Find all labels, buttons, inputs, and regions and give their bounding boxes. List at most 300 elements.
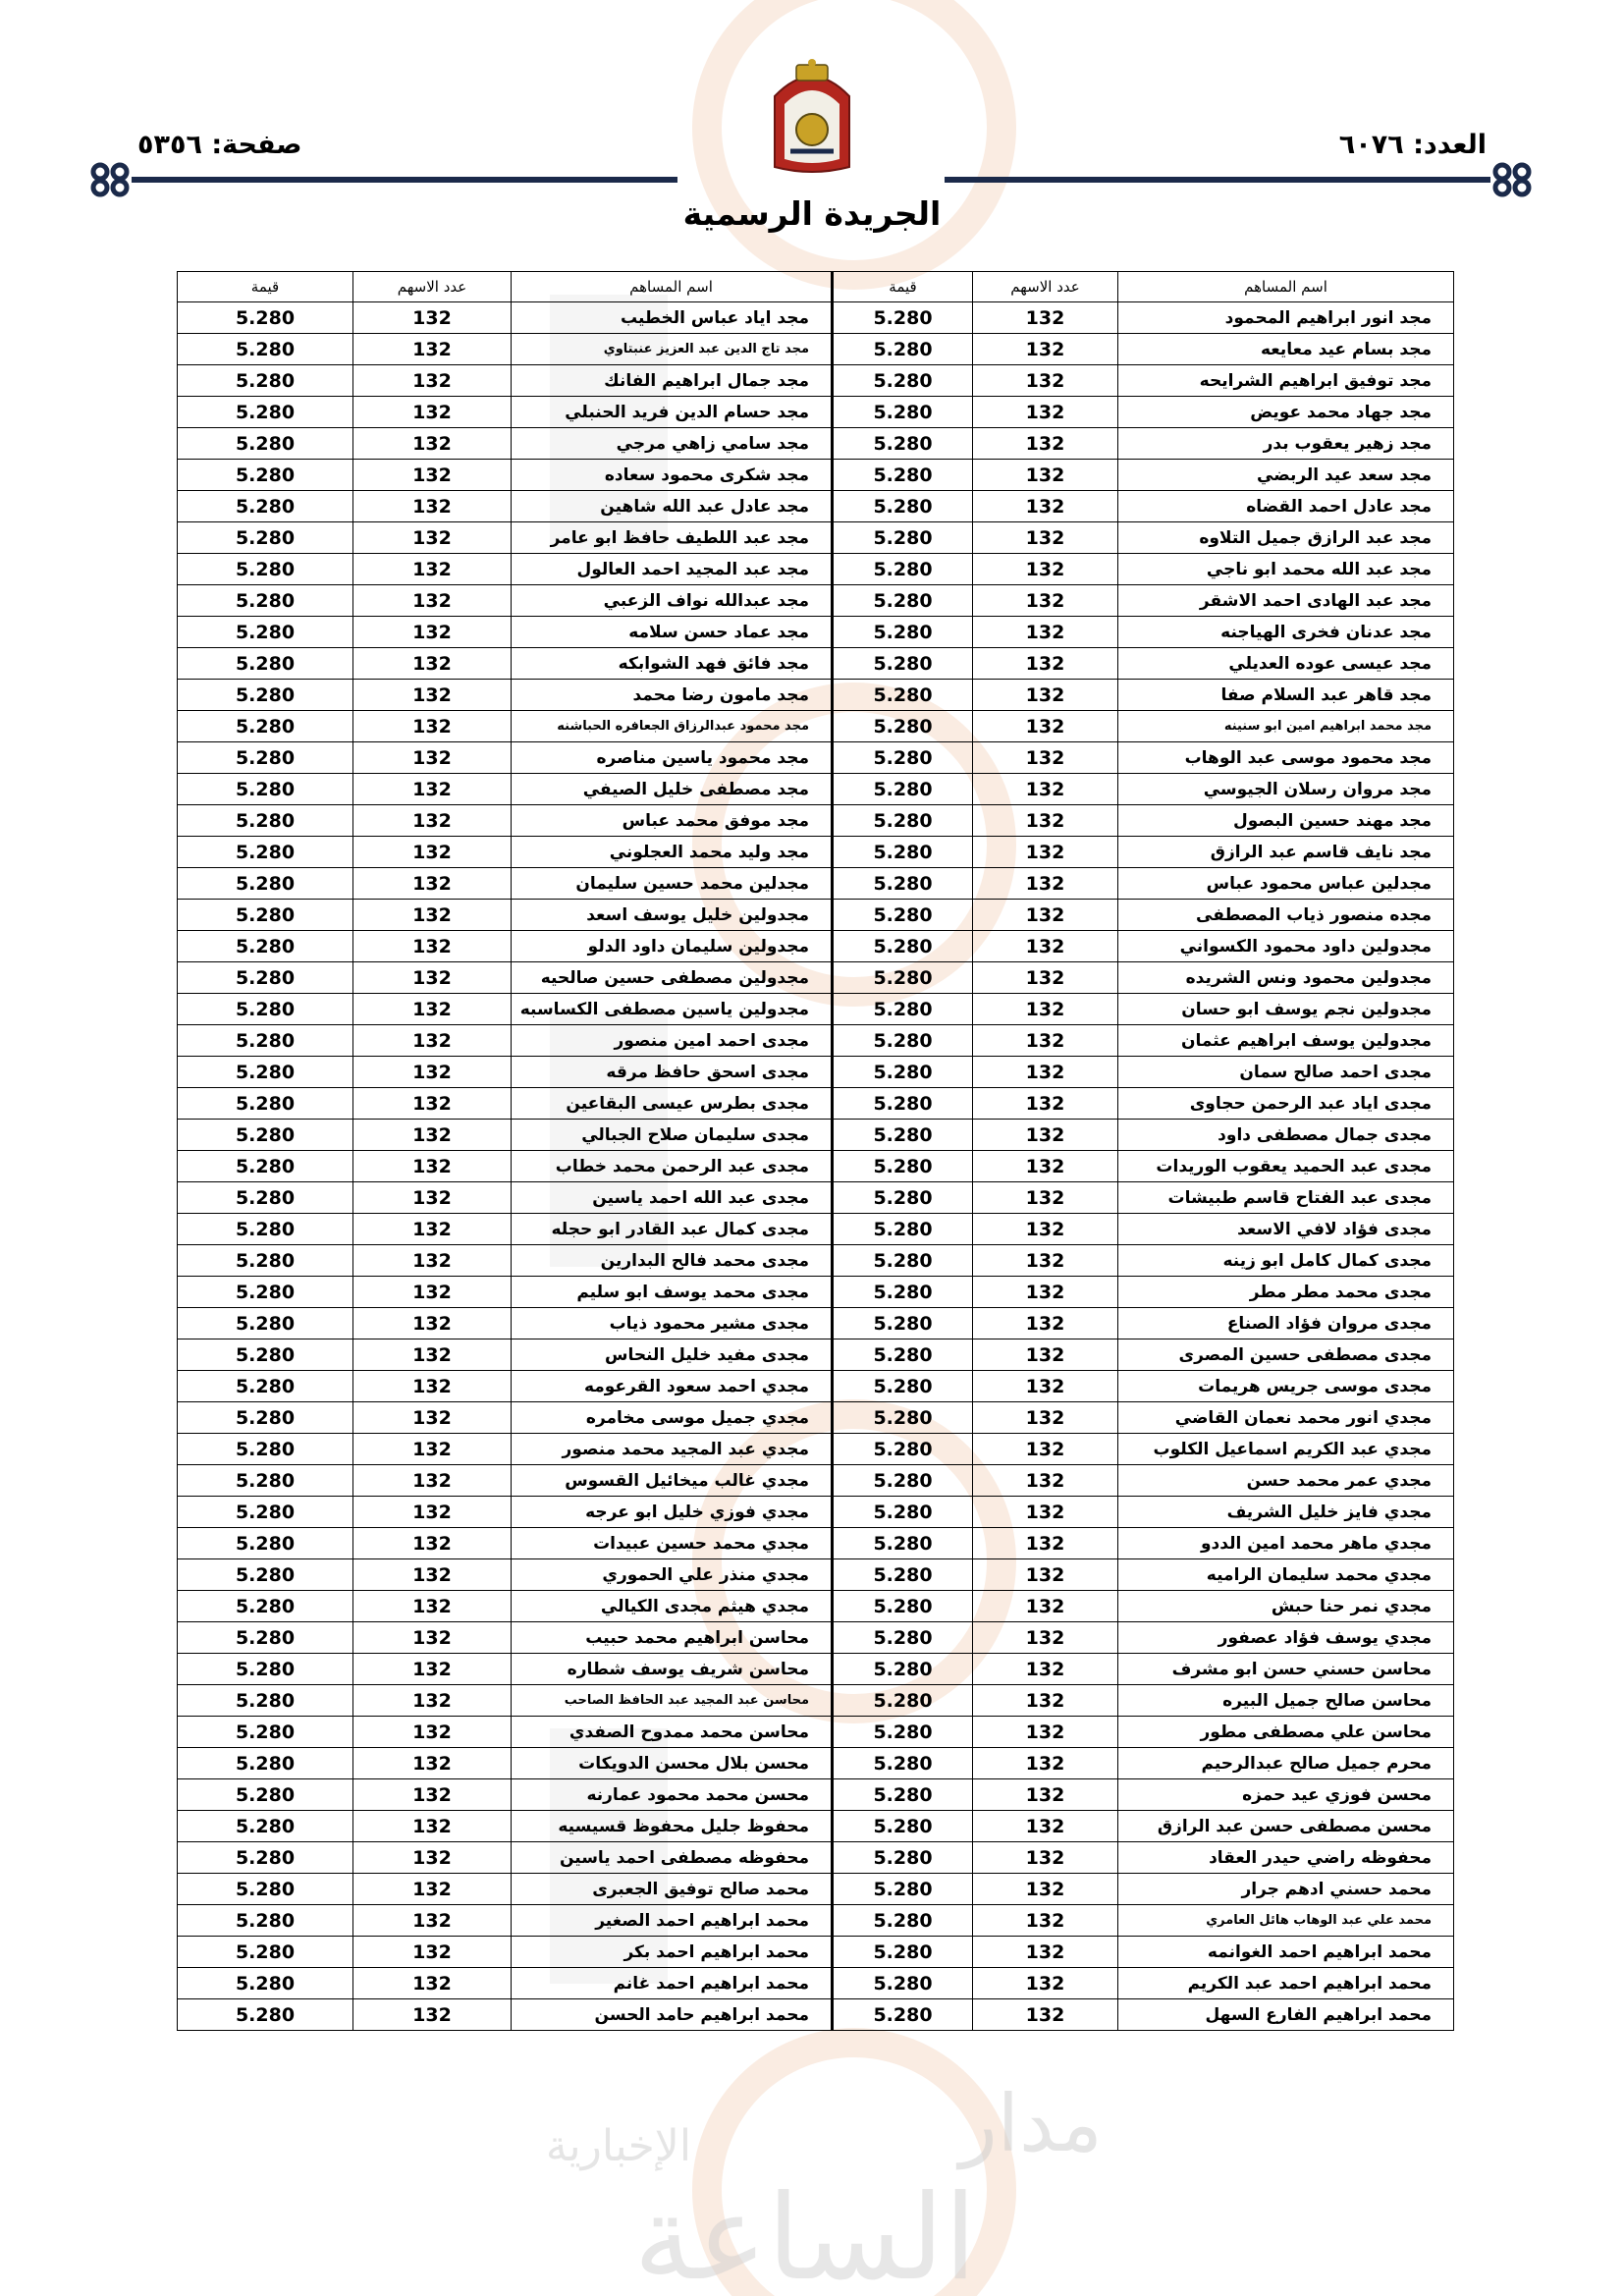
cell-shares: 132 [353, 302, 512, 334]
cell-name: مجدلين محمد حسين سليمان [512, 868, 833, 900]
cell-name: مجد مصطفى خليل الصيفي [512, 774, 833, 805]
cell-value: 5.280 [833, 1748, 973, 1779]
cell-name: مجدى اياد عبد الرحمن حجاوى [1118, 1088, 1454, 1120]
cell-value: 5.280 [833, 1245, 973, 1277]
cell-name: مجدي محمد حسين عبيدات [512, 1528, 833, 1559]
cell-name: مجدي هيثم مجدى الكيالي [512, 1591, 833, 1622]
cell-value: 5.280 [178, 1748, 353, 1779]
header-value: قيمة [178, 272, 353, 302]
header-rule-right [945, 177, 1490, 183]
cell-shares: 132 [973, 1685, 1118, 1717]
cell-shares: 132 [353, 1402, 512, 1434]
cell-shares: 132 [973, 491, 1118, 522]
cell-shares: 132 [353, 1968, 512, 1999]
cell-name: محمد ابراهيم الفارع السهل [1118, 1999, 1454, 2031]
cell-name: مجد انور ابراهيم المحمود [1118, 302, 1454, 334]
cell-name: مجد عبد المجيد احمد العالول [512, 554, 833, 585]
cell-value: 5.280 [833, 711, 973, 742]
cell-shares: 132 [353, 994, 512, 1025]
table-row [178, 1120, 1454, 1151]
page-number: صفحة: ٥٣٥٦ [137, 130, 302, 160]
cell-name: مجد عبد الهادى احمد الاشقر [1118, 585, 1454, 617]
cell-value: 5.280 [178, 1182, 353, 1214]
cell-value: 5.280 [833, 1120, 973, 1151]
cell-shares: 132 [973, 774, 1118, 805]
cell-value: 5.280 [833, 1842, 973, 1874]
cell-name: مجد محمود عبدالرزاق الجعافره الحباشنه [512, 711, 833, 742]
cell-shares: 132 [353, 1874, 512, 1905]
cell-value: 5.280 [178, 302, 353, 334]
cell-value: 5.280 [178, 460, 353, 491]
cell-value: 5.280 [833, 1622, 973, 1654]
cell-shares: 132 [973, 334, 1118, 365]
cell-value: 5.280 [833, 900, 973, 931]
cell-value: 5.280 [178, 1402, 353, 1434]
cell-name: مجد مروان رسلان الجيوسي [1118, 774, 1454, 805]
cell-value: 5.280 [833, 1717, 973, 1748]
cell-value: 5.280 [178, 1811, 353, 1842]
cell-value: 5.280 [178, 1622, 353, 1654]
cell-shares: 132 [973, 365, 1118, 397]
cell-shares: 132 [973, 1999, 1118, 2031]
header-value: قيمة [833, 272, 973, 302]
table-row [178, 1277, 1454, 1308]
cell-value: 5.280 [833, 868, 973, 900]
cell-name: مجد جمال ابراهيم الفانك [512, 365, 833, 397]
table-row [178, 1465, 1454, 1497]
ornament-knot-left-icon [88, 160, 132, 199]
cell-shares: 132 [353, 491, 512, 522]
cell-value: 5.280 [178, 428, 353, 460]
cell-name: مجد عادل احمد القضاه [1118, 491, 1454, 522]
cell-value: 5.280 [178, 1308, 353, 1339]
shareholders-table [177, 271, 1454, 2031]
table-row [178, 900, 1454, 931]
cell-shares: 132 [353, 554, 512, 585]
cell-value: 5.280 [178, 1245, 353, 1277]
cell-shares: 132 [973, 302, 1118, 334]
issue-number: العدد: ٦٠٧٦ [1338, 130, 1487, 160]
cell-value: 5.280 [833, 1465, 973, 1497]
cell-value: 5.280 [833, 554, 973, 585]
cell-name: مجدولين ياسين مصطفى الكساسبه [512, 994, 833, 1025]
cell-shares: 132 [353, 1214, 512, 1245]
cell-shares: 132 [353, 522, 512, 554]
cell-shares: 132 [353, 868, 512, 900]
cell-value: 5.280 [833, 1434, 973, 1465]
cell-value: 5.280 [833, 1999, 973, 2031]
cell-shares: 132 [353, 1842, 512, 1874]
cell-name: مجد توفيق ابراهيم الشرايحه [1118, 365, 1454, 397]
cell-shares: 132 [353, 1245, 512, 1277]
cell-shares: 132 [353, 1999, 512, 2031]
cell-name: محاسن علي مصطفى مطور [1118, 1717, 1454, 1748]
cell-name: محمد علي عبد الوهاب هائل العامري [1118, 1905, 1454, 1937]
table-row [178, 1905, 1454, 1937]
cell-name: مجدولين خليل يوسف اسعد [512, 900, 833, 931]
cell-shares: 132 [973, 1905, 1118, 1937]
cell-name: مجدي انور محمد نعمان القاضي [1118, 1402, 1454, 1434]
cell-value: 5.280 [833, 1277, 973, 1308]
cell-value: 5.280 [833, 585, 973, 617]
table-row [178, 1025, 1454, 1057]
cell-shares: 132 [353, 1685, 512, 1717]
cell-shares: 132 [353, 774, 512, 805]
cell-value: 5.280 [833, 491, 973, 522]
table-row [178, 1182, 1454, 1214]
table-row [178, 1591, 1454, 1622]
cell-shares: 132 [353, 1434, 512, 1465]
cell-name: محمد صالح توفيق الجعبرى [512, 1874, 833, 1905]
cell-name: مجد عبد اللطيف حافظ ابو عامر [512, 522, 833, 554]
cell-shares: 132 [973, 554, 1118, 585]
cell-value: 5.280 [178, 1151, 353, 1182]
table-row [178, 334, 1454, 365]
table-row [178, 617, 1454, 648]
table-row [178, 491, 1454, 522]
cell-value: 5.280 [833, 1591, 973, 1622]
cell-value: 5.280 [833, 1214, 973, 1245]
cell-name: مجدى محمد يوسف ابو سليم [512, 1277, 833, 1308]
cell-name: محمد ابراهيم احمد بكر [512, 1937, 833, 1968]
cell-value: 5.280 [178, 1025, 353, 1057]
table-row [178, 1999, 1454, 2031]
cell-name: محرم جميل صالح عبدالرحيم [1118, 1748, 1454, 1779]
cell-shares: 132 [973, 522, 1118, 554]
cell-name: مجد جهاد محمد عويض [1118, 397, 1454, 428]
table-row [178, 1779, 1454, 1811]
cell-name: مجد عماد حسن سلامه [512, 617, 833, 648]
cell-value: 5.280 [833, 837, 973, 868]
cell-value: 5.280 [178, 1057, 353, 1088]
cell-name: مجدولين محمود ونس الشريده [1118, 962, 1454, 994]
table-row [178, 1717, 1454, 1748]
cell-value: 5.280 [833, 1559, 973, 1591]
cell-value: 5.280 [833, 1339, 973, 1371]
cell-shares: 132 [973, 1654, 1118, 1685]
table-row [178, 1937, 1454, 1968]
cell-value: 5.280 [178, 1999, 353, 2031]
cell-name: مجدلين عباس محمود عباس [1118, 868, 1454, 900]
cell-value: 5.280 [178, 1937, 353, 1968]
cell-value: 5.280 [178, 774, 353, 805]
table-row [178, 1151, 1454, 1182]
cell-shares: 132 [973, 1214, 1118, 1245]
cell-shares: 132 [353, 617, 512, 648]
cell-name: محفوظه مصطفى احمد ياسين [512, 1842, 833, 1874]
cell-name: مجد مامون رضا محمد [512, 680, 833, 711]
watermark-sub: الساعة [633, 2170, 977, 2296]
table-row [178, 1811, 1454, 1842]
cell-name: مجدي محمد سليمان الراميه [1118, 1559, 1454, 1591]
cell-shares: 132 [973, 1717, 1118, 1748]
cell-shares: 132 [973, 1559, 1118, 1591]
cell-value: 5.280 [833, 1057, 973, 1088]
cell-value: 5.280 [833, 1182, 973, 1214]
table-row [178, 680, 1454, 711]
cell-value: 5.280 [178, 522, 353, 554]
cell-shares: 132 [353, 1277, 512, 1308]
cell-name: مجدي غالب ميخائيل القسوس [512, 1465, 833, 1497]
cell-name: مجد قاهر عبد السلام صفا [1118, 680, 1454, 711]
cell-name: مجدى كمال كامل ابو زينه [1118, 1245, 1454, 1277]
cell-value: 5.280 [833, 365, 973, 397]
ornament-knot-right-icon [1490, 160, 1534, 199]
cell-shares: 132 [973, 1497, 1118, 1528]
cell-shares: 132 [973, 1622, 1118, 1654]
cell-value: 5.280 [178, 868, 353, 900]
cell-name: مجد عيسى عوده العديلي [1118, 648, 1454, 680]
cell-shares: 132 [353, 1339, 512, 1371]
cell-name: مجدى مشير محمود ذياب [512, 1308, 833, 1339]
cell-value: 5.280 [833, 1402, 973, 1434]
cell-shares: 132 [353, 1151, 512, 1182]
cell-shares: 132 [353, 742, 512, 774]
cell-name: مجد حسام الدين فريد الحنبلي [512, 397, 833, 428]
cell-shares: 132 [353, 1025, 512, 1057]
cell-shares: 132 [973, 1339, 1118, 1371]
cell-shares: 132 [973, 868, 1118, 900]
cell-shares: 132 [973, 648, 1118, 680]
cell-shares: 132 [353, 1654, 512, 1685]
cell-value: 5.280 [178, 585, 353, 617]
cell-name: محمد ابراهيم احمد غانم [512, 1968, 833, 1999]
cell-shares: 132 [973, 1811, 1118, 1842]
cell-value: 5.280 [178, 931, 353, 962]
cell-value: 5.280 [833, 302, 973, 334]
cell-shares: 132 [353, 1937, 512, 1968]
cell-shares: 132 [973, 1465, 1118, 1497]
cell-shares: 132 [353, 711, 512, 742]
cell-name: محفوظه راضي حيدر العقاد [1118, 1842, 1454, 1874]
table-row [178, 460, 1454, 491]
table-row [178, 1968, 1454, 1999]
cell-name: مجدي منذر علي الحموري [512, 1559, 833, 1591]
cell-value: 5.280 [178, 742, 353, 774]
table-row [178, 1685, 1454, 1717]
cell-name: مجدى موسى جريس هريمات [1118, 1371, 1454, 1402]
cell-name: مجدى بطرس عيسى البقاعين [512, 1088, 833, 1120]
cell-name: مجد محمود موسى عبد الوهاب [1118, 742, 1454, 774]
cell-name: محسن مصطفى حسن عبد الرازق [1118, 1811, 1454, 1842]
cell-shares: 132 [353, 397, 512, 428]
cell-name: مجدي عبد المجيد محمد منصور [512, 1434, 833, 1465]
cell-shares: 132 [973, 1088, 1118, 1120]
table-row [178, 805, 1454, 837]
cell-name: مجدولين داود محمود الكسواني [1118, 931, 1454, 962]
cell-name: مجد عبد الله محمد ابو ناجي [1118, 554, 1454, 585]
cell-value: 5.280 [178, 1497, 353, 1528]
cell-shares: 132 [353, 900, 512, 931]
cell-shares: 132 [973, 742, 1118, 774]
cell-value: 5.280 [833, 774, 973, 805]
table-row [178, 397, 1454, 428]
cell-shares: 132 [353, 460, 512, 491]
cell-shares: 132 [973, 1057, 1118, 1088]
table-row [178, 1088, 1454, 1120]
table-row [178, 585, 1454, 617]
cell-name: مجدى عبد الحميد يعقوب الوريدات [1118, 1151, 1454, 1182]
cell-value: 5.280 [178, 1088, 353, 1120]
cell-shares: 132 [973, 837, 1118, 868]
header-shares: عدد الاسهم [353, 272, 512, 302]
cell-value: 5.280 [178, 837, 353, 868]
cell-value: 5.280 [178, 334, 353, 365]
cell-name: محاسن ابراهيم محمد حبيب [512, 1622, 833, 1654]
table-row [178, 962, 1454, 994]
table-row [178, 1245, 1454, 1277]
cell-name: مجده منصور ذياب المصطفى [1118, 900, 1454, 931]
watermark-tag: الإخبارية [545, 2121, 692, 2171]
cell-name: مجدولين مصطفى حسين صالحيه [512, 962, 833, 994]
cell-name: مجدي احمد سعود القرعومه [512, 1371, 833, 1402]
table-row [178, 365, 1454, 397]
cell-name: مجدى عبد الرحمن محمد خطاب [512, 1151, 833, 1182]
cell-shares: 132 [973, 1120, 1118, 1151]
cell-shares: 132 [353, 428, 512, 460]
cell-name: مجدي عبد الكريم اسماعيل الكلوب [1118, 1434, 1454, 1465]
table-row [178, 1874, 1454, 1905]
cell-value: 5.280 [178, 1779, 353, 1811]
cell-name: مجد عدنان فخرى الهياجنه [1118, 617, 1454, 648]
cell-value: 5.280 [833, 1811, 973, 1842]
cell-shares: 132 [353, 837, 512, 868]
cell-name: مجد نايف قاسم عبد الرازق [1118, 837, 1454, 868]
cell-shares: 132 [973, 428, 1118, 460]
cell-shares: 132 [353, 334, 512, 365]
cell-name: مجدولين يوسف ابراهيم عثمان [1118, 1025, 1454, 1057]
coat-of-arms-icon [767, 57, 857, 175]
cell-shares: 132 [973, 460, 1118, 491]
cell-value: 5.280 [178, 1591, 353, 1622]
cell-shares: 132 [353, 365, 512, 397]
cell-name: مجدى كمال عبد القادر ابو حجله [512, 1214, 833, 1245]
cell-value: 5.280 [833, 962, 973, 994]
cell-name: مجدى احمد امين منصور [512, 1025, 833, 1057]
cell-value: 5.280 [833, 460, 973, 491]
cell-name: محاسن شريف يوسف شطاره [512, 1654, 833, 1685]
cell-shares: 132 [353, 1371, 512, 1402]
cell-shares: 132 [973, 1434, 1118, 1465]
cell-name: مجدي عمر محمد حسن [1118, 1465, 1454, 1497]
cell-shares: 132 [353, 805, 512, 837]
cell-shares: 132 [973, 1308, 1118, 1339]
cell-value: 5.280 [833, 617, 973, 648]
cell-name: مجدى جمال مصطفى داود [1118, 1120, 1454, 1151]
cell-value: 5.280 [178, 680, 353, 711]
cell-name: مجدى عبد الفتاح قاسم طبيشات [1118, 1182, 1454, 1214]
cell-shares: 132 [353, 1057, 512, 1088]
cell-shares: 132 [973, 1151, 1118, 1182]
cell-name: محسن بلال محسن الدويكات [512, 1748, 833, 1779]
table-row [178, 1371, 1454, 1402]
cell-shares: 132 [353, 1591, 512, 1622]
cell-value: 5.280 [833, 1497, 973, 1528]
cell-shares: 132 [973, 585, 1118, 617]
cell-value: 5.280 [833, 1779, 973, 1811]
cell-name: مجدى عبد الله احمد ياسين [512, 1182, 833, 1214]
cell-shares: 132 [973, 1402, 1118, 1434]
cell-value: 5.280 [833, 1528, 973, 1559]
cell-value: 5.280 [833, 648, 973, 680]
cell-value: 5.280 [178, 1528, 353, 1559]
cell-value: 5.280 [833, 1685, 973, 1717]
cell-name: محاسن عبد المجيد عبد الحافظ الصاحب [512, 1685, 833, 1717]
cell-shares: 132 [973, 1025, 1118, 1057]
cell-name: محاسن حسني حسن ابو مشرف [1118, 1654, 1454, 1685]
cell-value: 5.280 [178, 1842, 353, 1874]
cell-name: محفوظ جليل محفوظ قسيسيه [512, 1811, 833, 1842]
cell-value: 5.280 [833, 1025, 973, 1057]
cell-value: 5.280 [178, 1685, 353, 1717]
cell-name: مجد زهير يعقوب بدر [1118, 428, 1454, 460]
cell-value: 5.280 [178, 1717, 353, 1748]
cell-name: محمد ابراهيم احمد عبد الكريم [1118, 1968, 1454, 1999]
cell-name: محاسن محمد ممدوح الصفدي [512, 1717, 833, 1748]
watermark-brand: مدار [959, 2078, 1103, 2169]
cell-shares: 132 [353, 1779, 512, 1811]
table-row [178, 522, 1454, 554]
cell-shares: 132 [973, 805, 1118, 837]
cell-value: 5.280 [178, 1559, 353, 1591]
cell-name: مجدى سليمان صلاح الجبالي [512, 1120, 833, 1151]
cell-value: 5.280 [178, 1371, 353, 1402]
cell-name: مجد محمود ياسين مناصره [512, 742, 833, 774]
cell-name: مجدي ماهر محمد امين الددو [1118, 1528, 1454, 1559]
cell-value: 5.280 [178, 397, 353, 428]
cell-shares: 132 [353, 1182, 512, 1214]
cell-name: مجد عبدالله نواف الزعبي [512, 585, 833, 617]
table-row [178, 1842, 1454, 1874]
table-row [178, 1528, 1454, 1559]
cell-shares: 132 [973, 1591, 1118, 1622]
cell-name: مجدولين سليمان داود الدلو [512, 931, 833, 962]
table-row [178, 302, 1454, 334]
cell-shares: 132 [973, 1371, 1118, 1402]
cell-name: مجدي يوسف فؤاد عصفور [1118, 1622, 1454, 1654]
cell-value: 5.280 [833, 1937, 973, 1968]
cell-shares: 132 [973, 711, 1118, 742]
cell-name: مجدى محمد مطر مطر [1118, 1277, 1454, 1308]
cell-shares: 132 [353, 680, 512, 711]
cell-shares: 132 [973, 900, 1118, 931]
cell-name: مجدولين نجم يوسف ابو حسان [1118, 994, 1454, 1025]
cell-value: 5.280 [178, 962, 353, 994]
cell-value: 5.280 [833, 1874, 973, 1905]
cell-shares: 132 [353, 1120, 512, 1151]
cell-shares: 132 [973, 617, 1118, 648]
cell-name: مجد عبد الرازق جميل التلاوه [1118, 522, 1454, 554]
cell-value: 5.280 [833, 1088, 973, 1120]
cell-value: 5.280 [178, 1465, 353, 1497]
cell-shares: 132 [973, 1528, 1118, 1559]
cell-name: مجد محمد ابراهيم امين ابو سنينه [1118, 711, 1454, 742]
cell-value: 5.280 [833, 1151, 973, 1182]
cell-value: 5.280 [178, 1277, 353, 1308]
cell-shares: 132 [353, 1528, 512, 1559]
cell-name: مجد شكرى محمود سعاده [512, 460, 833, 491]
cell-name: محمد حسني ادهم جرار [1118, 1874, 1454, 1905]
cell-value: 5.280 [833, 742, 973, 774]
cell-shares: 132 [353, 1748, 512, 1779]
cell-name: مجدى مروان فؤاد الصناع [1118, 1308, 1454, 1339]
table-row [178, 1308, 1454, 1339]
cell-name: مجدي نمر حنا حبش [1118, 1591, 1454, 1622]
cell-value: 5.280 [833, 1371, 973, 1402]
header-shares: عدد الاسهم [973, 272, 1118, 302]
cell-shares: 132 [973, 1779, 1118, 1811]
cell-name: مجد عادل عبد الله شاهين [512, 491, 833, 522]
